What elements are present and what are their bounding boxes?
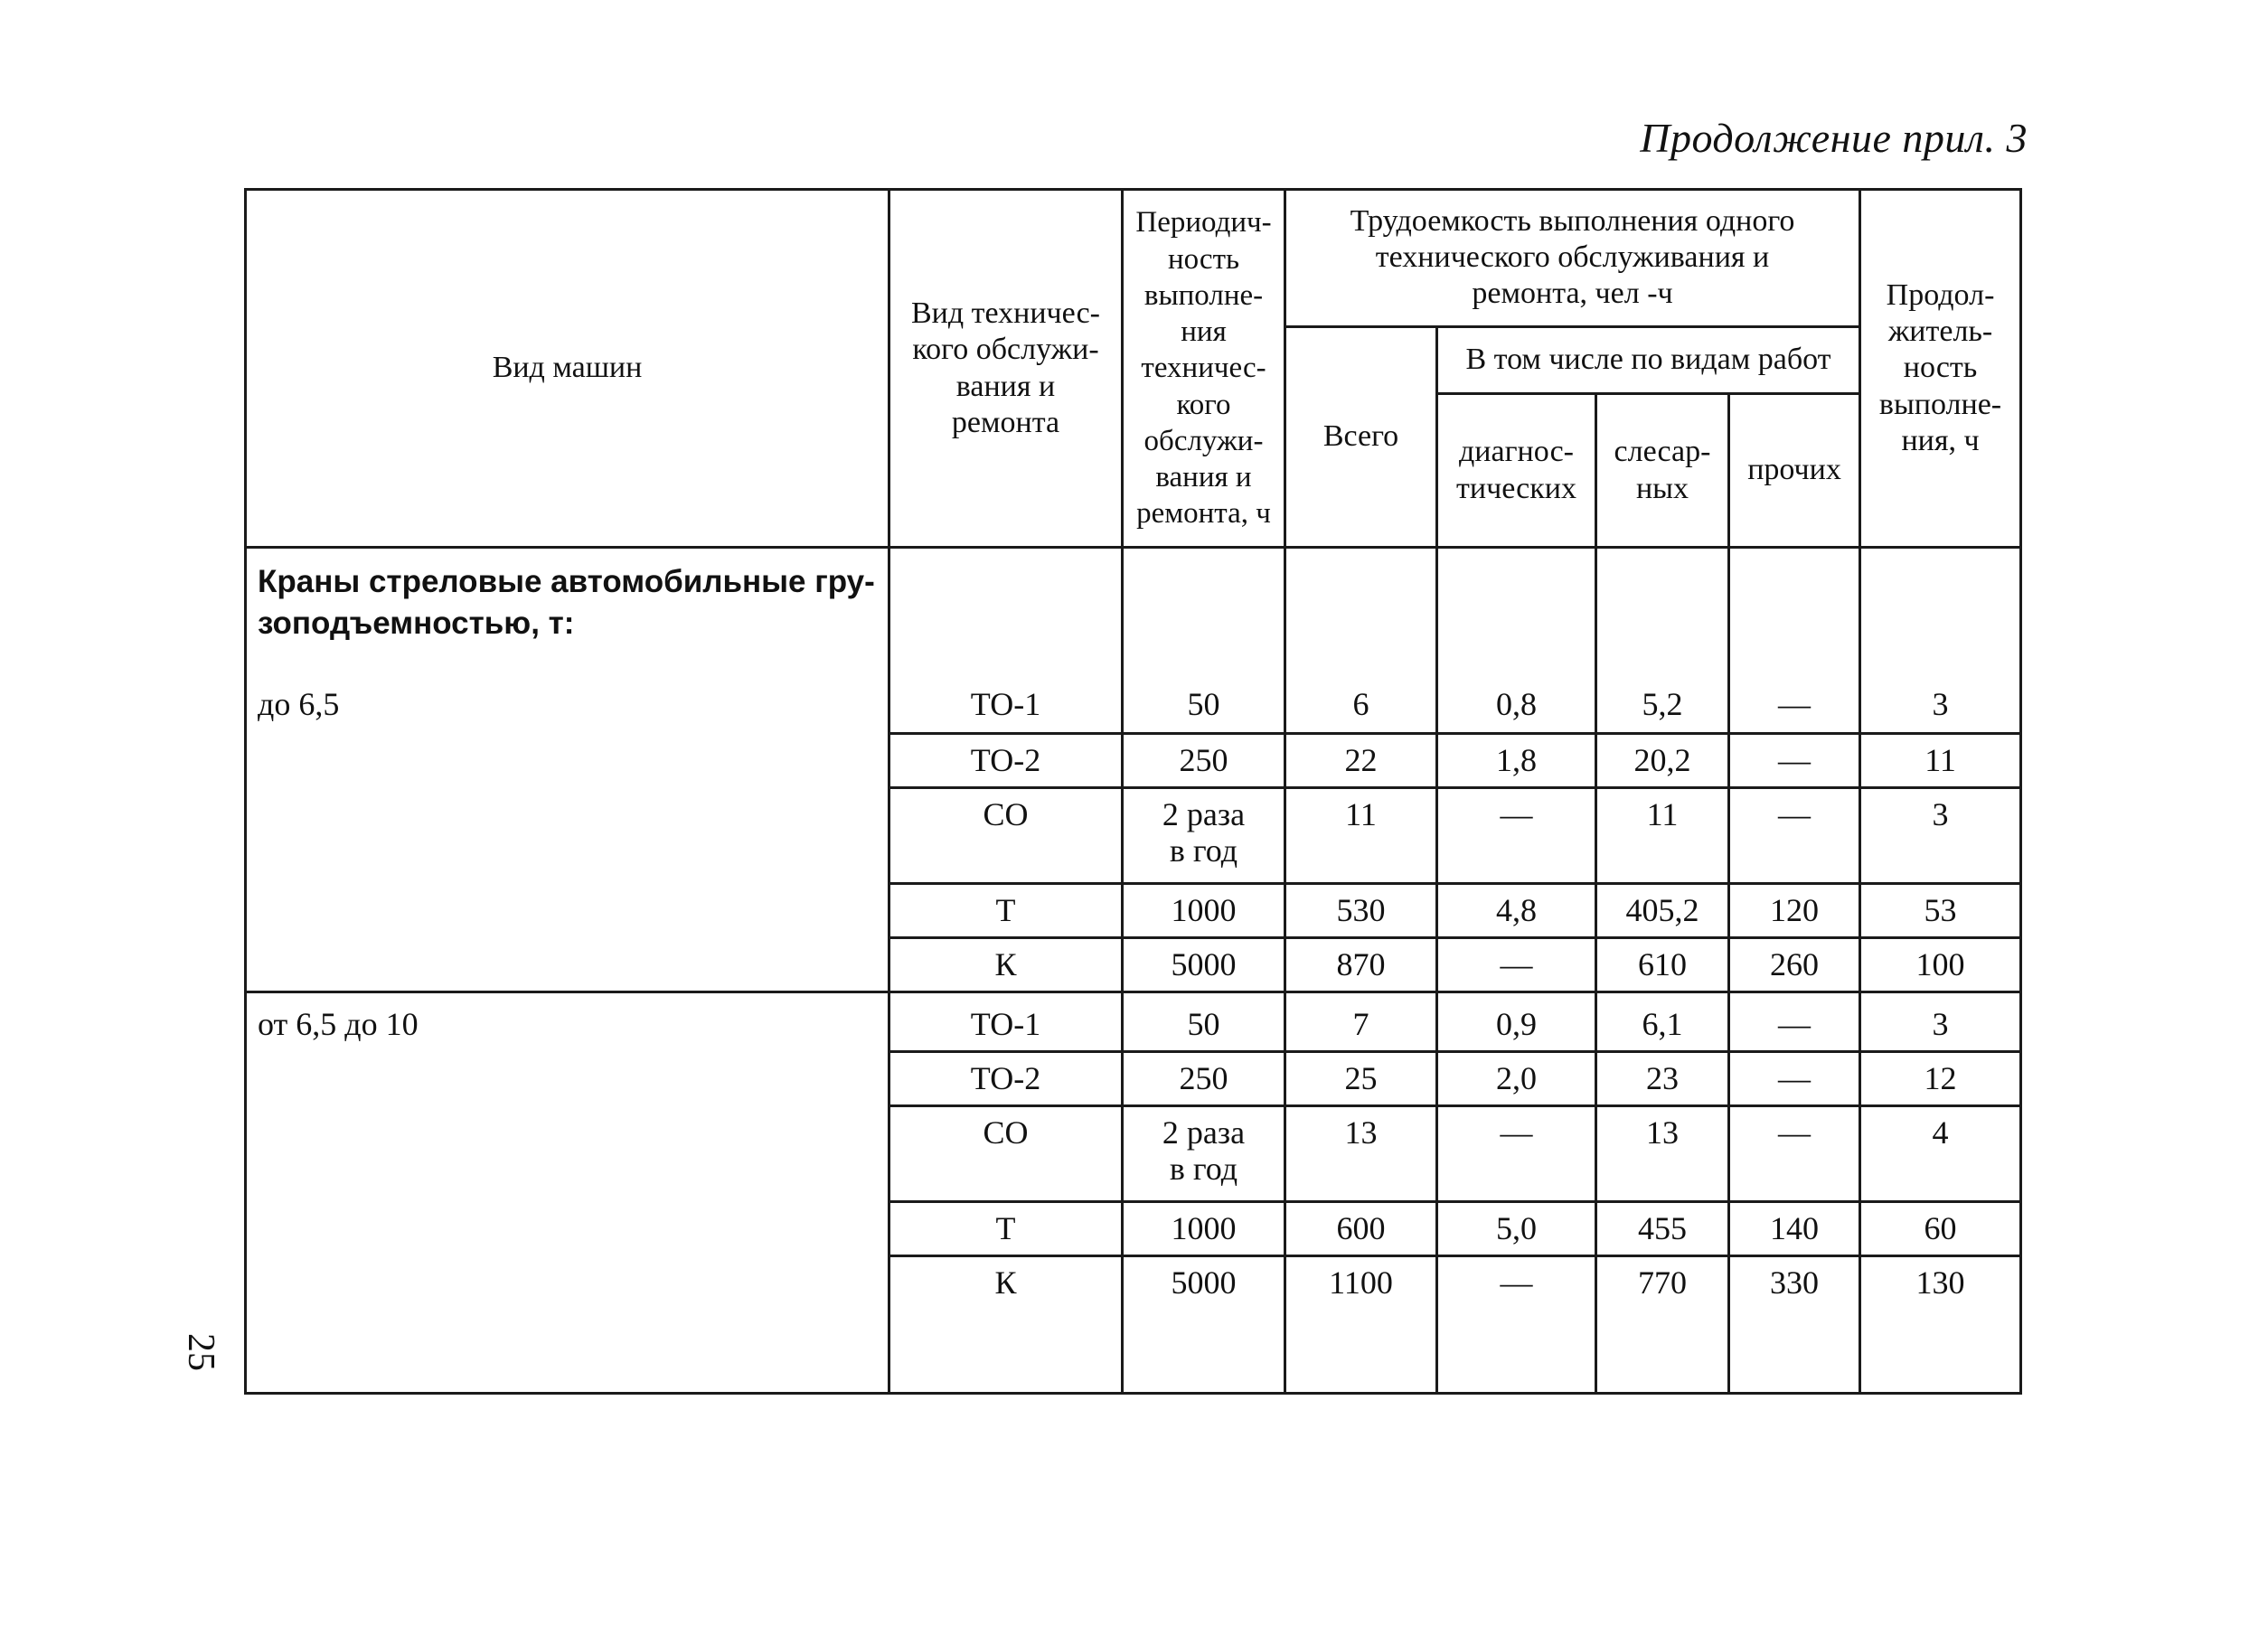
periodicity-cell: 1000 <box>1123 883 1285 937</box>
service-type-cell: СО <box>889 787 1123 883</box>
duration-cell: 3 <box>1860 679 2021 733</box>
table-row <box>246 787 2021 883</box>
service-type-cell: Т <box>889 883 1123 937</box>
diagnostic-cell: — <box>1437 937 1596 992</box>
periodicity-cell: 250 <box>1123 733 1285 787</box>
periodicity-cell: 50 <box>1123 992 1285 1051</box>
section-label: от 6,5 до 10 <box>246 992 889 1051</box>
locksmith-cell: 20,2 <box>1596 733 1729 787</box>
other-cell: — <box>1729 679 1860 733</box>
duration-cell: 12 <box>1860 1051 2021 1105</box>
periodicity-cell: 5000 <box>1123 937 1285 992</box>
diagnostic-cell: 4,8 <box>1437 883 1596 937</box>
locksmith-cell: 5,2 <box>1596 679 1729 733</box>
diagnostic-cell: 5,0 <box>1437 1201 1596 1255</box>
total-cell: 22 <box>1285 733 1437 787</box>
other-cell: 120 <box>1729 883 1860 937</box>
locksmith-cell: 23 <box>1596 1051 1729 1105</box>
duration-cell: 4 <box>1860 1105 2021 1201</box>
service-type-cell: К <box>889 937 1123 992</box>
other-cell: 140 <box>1729 1201 1860 1255</box>
table-row <box>246 992 2021 1051</box>
locksmith-cell: 6,1 <box>1596 992 1729 1051</box>
total-cell: 25 <box>1285 1051 1437 1105</box>
periodicity-cell: 1000 <box>1123 1201 1285 1255</box>
service-type-cell: ТО-1 <box>889 679 1123 733</box>
total-cell: 1100 <box>1285 1255 1437 1393</box>
service-type-cell: СО <box>889 1105 1123 1201</box>
diagnostic-cell: — <box>1437 1255 1596 1393</box>
other-cell: 260 <box>1729 937 1860 992</box>
total-cell: 600 <box>1285 1201 1437 1255</box>
other-cell: — <box>1729 787 1860 883</box>
diagnostic-cell: 1,8 <box>1437 733 1596 787</box>
diagnostic-cell: — <box>1437 1105 1596 1201</box>
duration-cell: 3 <box>1860 787 2021 883</box>
service-type-cell: ТО-2 <box>889 1051 1123 1105</box>
group-caption: Краны стреловые автомобильные гру- зоподъемностью, т: <box>246 548 889 680</box>
total-cell: 870 <box>1285 937 1437 992</box>
total-cell: 530 <box>1285 883 1437 937</box>
duration-cell: 100 <box>1860 937 2021 992</box>
locksmith-cell: 455 <box>1596 1201 1729 1255</box>
table-row <box>246 1201 2021 1255</box>
table-row <box>246 1255 2021 1393</box>
duration-cell: 53 <box>1860 883 2021 937</box>
col-periodicity: Периодич- ность выполне- ния техничес- кого обслужи- вания и ремонта, ч <box>1123 190 1285 548</box>
table-row <box>246 733 2021 787</box>
other-cell: — <box>1729 733 1860 787</box>
diagnostic-cell: 2,0 <box>1437 1051 1596 1105</box>
table-row <box>246 1051 2021 1105</box>
continuation-label: Продолжение прил. 3 <box>1640 115 2028 161</box>
locksmith-cell: 770 <box>1596 1255 1729 1393</box>
service-type-cell: Т <box>889 1201 1123 1255</box>
duration-cell: 3 <box>1860 992 2021 1051</box>
locksmith-cell: 405,2 <box>1596 883 1729 937</box>
col-diagnostic: диагнос- тических <box>1437 394 1596 548</box>
col-other: прочих <box>1729 394 1860 548</box>
table-row <box>246 937 2021 992</box>
periodicity-cell: 250 <box>1123 1051 1285 1105</box>
total-cell: 6 <box>1285 679 1437 733</box>
maintenance-table <box>244 188 2022 1395</box>
col-locksmith: слесар- ных <box>1596 394 1729 548</box>
service-type-cell: К <box>889 1255 1123 1393</box>
col-duration: Продол- житель- ность выполне- ния, ч <box>1860 190 2021 548</box>
service-type-cell: ТО-2 <box>889 733 1123 787</box>
table-row <box>246 1105 2021 1201</box>
other-cell: — <box>1729 992 1860 1051</box>
periodicity-cell: 50 <box>1123 679 1285 733</box>
periodicity-cell: 2 раза в год <box>1123 787 1285 883</box>
locksmith-cell: 11 <box>1596 787 1729 883</box>
table-row <box>246 679 2021 733</box>
diagnostic-cell: 0,9 <box>1437 992 1596 1051</box>
page-number: 25 <box>180 1333 221 1371</box>
col-machine-type: Вид машин <box>246 190 889 548</box>
col-labor-group: Трудоемкость выполнения одного технического обслуживания и ремонта, чел -ч <box>1285 190 1860 327</box>
section-label: до 6,5 <box>246 679 889 733</box>
diagnostic-cell: — <box>1437 787 1596 883</box>
service-type-cell: ТО-1 <box>889 992 1123 1051</box>
total-cell: 13 <box>1285 1105 1437 1201</box>
diagnostic-cell: 0,8 <box>1437 679 1596 733</box>
col-service-type: Вид техничес- кого обслужи- вания и ремонта <box>889 190 1123 548</box>
periodicity-cell: 2 раза в год <box>1123 1105 1285 1201</box>
table-row <box>246 883 2021 937</box>
col-by-work-type: В том числе по видам работ <box>1437 327 1860 394</box>
other-cell: — <box>1729 1051 1860 1105</box>
locksmith-cell: 610 <box>1596 937 1729 992</box>
col-total: Всего <box>1285 327 1437 548</box>
locksmith-cell: 13 <box>1596 1105 1729 1201</box>
duration-cell: 60 <box>1860 1201 2021 1255</box>
duration-cell: 130 <box>1860 1255 2021 1393</box>
total-cell: 11 <box>1285 787 1437 883</box>
other-cell: — <box>1729 1105 1860 1201</box>
total-cell: 7 <box>1285 992 1437 1051</box>
periodicity-cell: 5000 <box>1123 1255 1285 1393</box>
other-cell: 330 <box>1729 1255 1860 1393</box>
duration-cell: 11 <box>1860 733 2021 787</box>
